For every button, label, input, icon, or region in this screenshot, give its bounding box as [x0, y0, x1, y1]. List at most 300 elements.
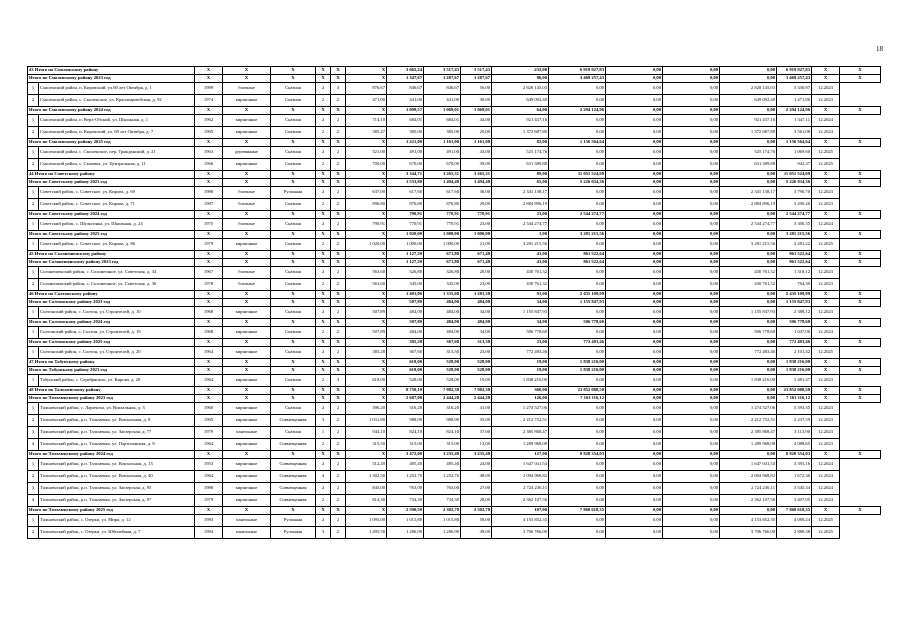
table-cell: 430 761,32: [720, 267, 777, 279]
table-cell: Совмещенная: [271, 471, 316, 483]
table-cell: 0,00: [549, 83, 606, 95]
table-cell: 0,00: [606, 495, 663, 507]
table-cell: 1 031,80: [346, 415, 387, 427]
table-cell: 0,00: [549, 415, 606, 427]
table-cell: X: [840, 387, 881, 395]
table-cell: 46 Итого по Солтонскому району: [28, 291, 195, 299]
table-cell: 48,00: [461, 471, 492, 483]
table-cell: 1 015,80: [387, 515, 424, 527]
table-cell: 7 982,30: [461, 387, 492, 395]
table-cell: 367,60: [387, 347, 424, 359]
table-cell: 3 235,40: [424, 451, 461, 459]
table-cell: 1979: [195, 427, 223, 439]
table-cell: 0,00: [549, 239, 606, 251]
table-cell: 2 724 236,11: [492, 483, 549, 495]
table-cell: 4: [316, 471, 331, 483]
table-cell: 1987: [195, 199, 223, 211]
table-cell: 1: [28, 267, 39, 279]
table-cell: X: [812, 367, 840, 375]
table-cell: X: [223, 507, 271, 515]
table-cell: 12.2023: [812, 83, 840, 95]
table-cell: 7 982,30: [424, 387, 461, 395]
table-cell: 0,00: [549, 199, 606, 211]
table-cell: X: [195, 75, 223, 83]
table-cell: Смоленский район, с. Сычевка, ул. Центральная, д. 11: [39, 159, 195, 171]
table-cell: 1 281,30: [461, 291, 492, 299]
table-cell: X: [271, 179, 316, 187]
table-cell: 861 522,64: [777, 259, 812, 267]
table-cell: Скатная: [271, 115, 316, 127]
table-cell: 24,00: [461, 459, 492, 471]
table-cell: 2: [316, 279, 331, 291]
table-cell: X: [840, 291, 881, 299]
table-cell: 11 051 524,69: [777, 171, 812, 179]
table-cell: 385,28: [387, 339, 424, 347]
table-cell: 12.2023: [812, 95, 840, 107]
table-cell: Смоленский район, с. Смоленское, ул. Красноармейская, д. 92: [39, 95, 195, 107]
table-cell: 618,00: [346, 375, 387, 387]
table-cell: X: [331, 107, 346, 115]
table-cell: 1 161,00: [424, 139, 461, 147]
table-cell: 3 517,43: [424, 67, 461, 75]
table-cell: 1983: [195, 515, 223, 527]
table-cell: 0,00: [549, 459, 606, 471]
table-cell: X: [195, 171, 223, 179]
table-cell: 3 706 766,00: [492, 527, 549, 539]
table-cell: X: [271, 251, 316, 259]
table-cell: X: [316, 211, 331, 219]
table-cell: 1975: [195, 219, 223, 231]
table-row: [28, 127, 881, 139]
table-cell: 617,60: [424, 187, 461, 199]
table-cell: Итого по Советскому району 2023 год: [28, 179, 195, 187]
table-cell: 506 778,60: [492, 327, 549, 339]
table-cell: 1 286,90: [387, 527, 424, 539]
table-cell: 618,00: [387, 359, 424, 367]
table-cell: 0,00: [663, 231, 720, 239]
table-cell: 0,00: [606, 231, 663, 239]
table-cell: 563,60: [346, 279, 387, 291]
table-cell: 0,00: [663, 359, 720, 367]
table-cell: 44,00: [461, 115, 492, 127]
table-row: [28, 83, 881, 95]
table-cell: 23,00: [461, 347, 492, 359]
table-cell: 345,00: [424, 279, 461, 291]
table-cell: X: [271, 319, 316, 327]
table-cell: 12.2023: [812, 427, 840, 439]
table-cell: X: [840, 319, 881, 327]
table-cell: 0,00: [606, 307, 663, 319]
table-cell: 3 393,16: [777, 459, 812, 471]
table-cell: 0,00: [720, 251, 777, 259]
table-cell: 1 647 041,54: [492, 459, 549, 471]
table-cell: 0,00: [606, 403, 663, 415]
table-cell: X: [195, 179, 223, 187]
table-cell: 385,00: [387, 127, 424, 139]
table-cell: 506 778,60: [720, 327, 777, 339]
table-cell: 671,40: [461, 259, 492, 267]
table-cell: 2 544 274,77: [777, 211, 812, 219]
table-cell: 27,00: [461, 483, 492, 495]
table-cell: 1979: [195, 239, 223, 251]
table-cell: 41,00: [461, 403, 492, 415]
table-cell: 326,80: [387, 267, 424, 279]
table-cell: X: [316, 339, 331, 347]
table-cell: X: [223, 75, 271, 83]
table-cell: 0,00: [606, 199, 663, 211]
table-cell: 876,67: [346, 83, 387, 95]
table-cell: 2 212 752,51: [720, 415, 777, 427]
total-row: [28, 291, 881, 299]
table-cell: деревянные: [223, 147, 271, 159]
table-cell: 2: [331, 239, 346, 251]
table-cell: X: [223, 339, 271, 347]
table-cell: 1 161,00: [461, 139, 492, 147]
table-cell: 0,00: [606, 527, 663, 539]
table-cell: 0,00: [663, 67, 720, 75]
table-cell: 2 687,00: [387, 395, 424, 403]
table-cell: X: [812, 359, 840, 367]
table-cell: X: [812, 259, 840, 267]
table-cell: 2: [316, 159, 331, 171]
table-cell: Итого по Тальменскому району 2023 год: [28, 395, 195, 403]
table-cell: 0,00: [663, 339, 720, 347]
table-cell: X: [346, 139, 387, 147]
table-cell: 0,00: [663, 127, 720, 139]
table-cell: 0,00: [606, 367, 663, 375]
table-cell: 1964: [195, 347, 223, 359]
table-cell: 491,00: [387, 147, 424, 159]
table-cell: 2 237,59: [777, 415, 812, 427]
table-cell: 2: [316, 483, 331, 495]
table-cell: 484,00: [387, 327, 424, 339]
table-cell: 0,00: [549, 267, 606, 279]
table-cell: 0,00: [549, 495, 606, 507]
total-row: [28, 211, 881, 219]
table-cell: X: [223, 259, 271, 267]
table-cell: 430 761,32: [492, 267, 549, 279]
table-cell: X: [271, 231, 316, 239]
table-cell: 0,00: [663, 375, 720, 387]
table-cell: 1 015,80: [424, 515, 461, 527]
table-cell: 484,00: [461, 299, 492, 307]
repair-program-table: [27, 66, 881, 539]
table-cell: 1,00: [492, 231, 549, 239]
table-cell: X: [316, 179, 331, 187]
table-cell: 2: [28, 95, 39, 107]
table-cell: 2: [316, 439, 331, 451]
table-cell: кирпичные: [223, 459, 271, 471]
table-cell: 3 665,24: [387, 67, 424, 75]
table-cell: 0,00: [549, 187, 606, 199]
table-cell: X: [271, 387, 316, 395]
table-cell: 2: [316, 267, 331, 279]
table-cell: кирпичные: [223, 159, 271, 171]
table-cell: 1 838 216,00: [720, 375, 777, 387]
table-cell: Тальменский район, р.п. Тальменка, ул. Вокзальная, д. 8: [39, 415, 195, 427]
table-cell: 700,00: [346, 159, 387, 171]
table-cell: 861 522,64: [549, 251, 606, 259]
table-cell: 1962: [195, 115, 223, 127]
table-cell: 91,00: [492, 291, 549, 299]
table-cell: X: [223, 251, 271, 259]
table-cell: 0,00: [663, 471, 720, 483]
table-cell: 12.2024: [812, 483, 840, 495]
table-cell: X: [316, 251, 331, 259]
table-cell: 0,00: [720, 75, 777, 83]
table-cell: 2 094 968,82: [492, 471, 549, 483]
table-cell: 43 Итого по Смоленскому району: [28, 67, 195, 75]
table-cell: 12.2025: [812, 527, 840, 539]
table-cell: 2: [331, 471, 346, 483]
table-cell: X: [331, 139, 346, 147]
table-cell: X: [840, 139, 881, 147]
table-cell: Смоленский район, п. Кировский, ул. 60 лет Октября, д. 7: [39, 127, 195, 139]
table-cell: X: [271, 211, 316, 219]
table-cell: 3 481,47: [777, 375, 812, 387]
table-cell: X: [346, 367, 387, 375]
table-cell: Скатная: [271, 427, 316, 439]
table-cell: 1 287,67: [424, 75, 461, 83]
table-cell: 126,00: [492, 395, 549, 403]
table-cell: 2 444,20: [461, 395, 492, 403]
table-cell: 2 820 145,03: [492, 83, 549, 95]
table-cell: 7 163 116,12: [549, 395, 606, 403]
table-cell: 0,00: [549, 95, 606, 107]
table-cell: 770,91: [461, 211, 492, 219]
table-cell: 2: [316, 239, 331, 251]
table-cell: 2: [331, 439, 346, 451]
table-cell: 34,00: [492, 319, 549, 327]
table-cell: 1 000,00: [461, 231, 492, 239]
table-row: [28, 267, 881, 279]
table-cell: 1 838 216,00: [549, 359, 606, 367]
table-cell: 0,00: [549, 483, 606, 495]
table-cell: 2 544 274,77: [720, 219, 777, 231]
table-cell: 2 435 109,99: [549, 291, 606, 299]
table-cell: 1979: [195, 495, 223, 507]
table-cell: 1 318,12: [777, 267, 812, 279]
table-cell: X: [840, 451, 881, 459]
table-cell: 2: [331, 127, 346, 139]
table-cell: 631 389,88: [720, 159, 777, 171]
table-cell: 772 483,46: [777, 339, 812, 347]
table-cell: 0,00: [606, 211, 663, 219]
table-cell: 48 Итого по Тальменскому району: [28, 387, 195, 395]
table-cell: 2: [331, 495, 346, 507]
table-cell: 484,00: [424, 299, 461, 307]
table-cell: X: [840, 107, 881, 115]
table-cell: 1 000,00: [424, 231, 461, 239]
table-cell: 0,00: [663, 347, 720, 359]
table-cell: 107,00: [492, 507, 549, 515]
table-cell: Рулонная: [271, 187, 316, 199]
table-cell: Итого по Советскому району 2024 год: [28, 211, 195, 219]
table-cell: 764,30: [777, 279, 812, 291]
table-cell: X: [271, 451, 316, 459]
table-cell: 507,89: [346, 307, 387, 319]
table-cell: 0,00: [606, 415, 663, 427]
table-cell: X: [331, 451, 346, 459]
table-cell: 1 252,70: [424, 471, 461, 483]
table-cell: X: [271, 291, 316, 299]
table-cell: X: [316, 451, 331, 459]
table-cell: X: [812, 387, 840, 395]
table-cell: 11 051 524,69: [549, 171, 606, 179]
table-cell: кирпичные: [223, 115, 271, 127]
table-cell: X: [195, 231, 223, 239]
table-cell: Совмещенная: [271, 439, 316, 451]
table-cell: X: [195, 291, 223, 299]
table-cell: 0,00: [549, 327, 606, 339]
table-cell: 0,00: [720, 231, 777, 239]
table-cell: X: [195, 395, 223, 403]
table-cell: блочные: [223, 199, 271, 211]
table-cell: 3 300,35: [777, 219, 812, 231]
table-cell: 507,89: [346, 327, 387, 339]
table-cell: X: [316, 75, 331, 83]
table-cell: X: [195, 451, 223, 459]
table-cell: 3 235,40: [461, 451, 492, 459]
table-cell: 763,00: [424, 483, 461, 495]
table-cell: 944,10: [346, 427, 387, 439]
table-cell: 64,00: [492, 107, 549, 115]
table-cell: 2: [316, 327, 331, 339]
table-row: [28, 279, 881, 291]
table-cell: Солтонский район, с. Солтон, ул. Строителей, д. 19: [39, 327, 195, 339]
table-cell: 0,00: [663, 199, 720, 211]
table-cell: X: [271, 299, 316, 307]
table-cell: X: [271, 507, 316, 515]
table-row: [28, 307, 881, 319]
table-cell: Итого по Солтонскому району 2024 год: [28, 319, 195, 327]
table-cell: 2 388,12: [777, 307, 812, 319]
table-row: [28, 219, 881, 231]
table-cell: 0,00: [663, 387, 720, 395]
table-cell: 896,80: [346, 199, 387, 211]
table-cell: X: [223, 359, 271, 367]
table-cell: X: [812, 395, 840, 403]
table-cell: 1 302,50: [346, 471, 387, 483]
table-cell: 1 401,06: [387, 291, 424, 299]
table-cell: Скатная: [271, 327, 316, 339]
table-cell: 1 127,20: [387, 251, 424, 259]
table-cell: Итого по Тальменскому району 2025 год: [28, 507, 195, 515]
table-cell: 12.2025: [812, 515, 840, 527]
table-cell: 1 372 687,80: [492, 127, 549, 139]
table-row: [28, 515, 881, 527]
table-cell: X: [195, 67, 223, 75]
table-cell: 528,00: [387, 375, 424, 387]
table-cell: 5 226 034,36: [549, 179, 606, 187]
table-cell: 1968: [195, 307, 223, 319]
table-cell: 385,00: [424, 127, 461, 139]
table-cell: 12.2024: [812, 115, 840, 127]
table-cell: блочные: [223, 279, 271, 291]
table-cell: 512,20: [346, 459, 387, 471]
table-cell: 0,00: [606, 171, 663, 179]
table-cell: блочные: [223, 267, 271, 279]
table-cell: X: [271, 107, 316, 115]
table-cell: 1 095,00: [346, 515, 387, 527]
table-cell: 0,00: [606, 67, 663, 75]
table-cell: кирпичные: [223, 471, 271, 483]
table-cell: 2: [316, 115, 331, 127]
table-cell: 484,00: [424, 307, 461, 319]
table-cell: 12.2023: [812, 199, 840, 211]
table-cell: 1 289 968,08: [492, 439, 549, 451]
table-cell: Итого по Солтонскому району 2023 год: [28, 299, 195, 307]
table-cell: 47 Итого по Табунскому району: [28, 359, 195, 367]
table-row: [28, 327, 881, 339]
table-cell: X: [346, 319, 387, 327]
table-cell: 1980: [195, 187, 223, 199]
table-cell: 23 852 088,50: [777, 387, 812, 395]
table-cell: X: [840, 211, 881, 219]
table-cell: X: [812, 299, 840, 307]
table-cell: X: [195, 211, 223, 219]
table-cell: 34,00: [461, 307, 492, 319]
table-cell: 3 706 766,00: [720, 527, 777, 539]
table-cell: 2: [28, 471, 39, 483]
table-cell: 2: [316, 147, 331, 159]
table-cell: 396,20: [346, 403, 387, 415]
table-cell: 988,90: [424, 415, 461, 427]
table-cell: 471,00: [346, 95, 387, 107]
table-cell: Тальменский район, р.п. Тальменка, ул. Вокзальная, д. 13: [39, 459, 195, 471]
table-cell: X: [346, 67, 387, 75]
table-cell: Тальменский район, р.п. Тальменка, ул. Партизанская, д. 8: [39, 439, 195, 451]
total-row: [28, 251, 881, 259]
total-row: [28, 339, 881, 347]
table-cell: 0,00: [663, 415, 720, 427]
table-cell: Смоленский район, с. Смоленское, пер. Гражданский, д. 21: [39, 147, 195, 159]
table-cell: 12.2025: [812, 347, 840, 359]
table-cell: 2: [331, 427, 346, 439]
table-cell: 44 Итого по Советскому району: [28, 171, 195, 179]
table-cell: 8 828 354,03: [549, 451, 606, 459]
table-cell: 1 000,00: [387, 239, 424, 251]
table-cell: 2 362 107,56: [720, 495, 777, 507]
table-cell: 0,00: [663, 451, 720, 459]
table-cell: 0,00: [720, 67, 777, 75]
table-cell: 563,60: [346, 267, 387, 279]
table-cell: 1963: [195, 147, 223, 159]
table-cell: Итого по Солтонскому району 2025 год: [28, 339, 195, 347]
table-cell: 772 483,46: [492, 347, 549, 359]
table-cell: X: [346, 451, 387, 459]
table-cell: X: [316, 67, 331, 75]
table-cell: 385,28: [346, 347, 387, 359]
table-cell: Советский район, с. Советское, ул. Кирова, д. 69: [39, 187, 195, 199]
table-cell: 12.2025: [812, 239, 840, 251]
table-cell: X: [331, 291, 346, 299]
table-cell: 0,00: [606, 451, 663, 459]
table-cell: 0,00: [663, 179, 720, 187]
table-cell: 1: [28, 327, 39, 339]
table-cell: 0,00: [606, 327, 663, 339]
table-cell: кирпичные: [223, 375, 271, 387]
table-cell: X: [331, 339, 346, 347]
table-cell: 671,80: [424, 251, 461, 259]
table-cell: 525 174,76: [720, 147, 777, 159]
table-cell: кирпичные: [223, 95, 271, 107]
table-cell: 385,47: [346, 127, 387, 139]
table-cell: X: [840, 251, 881, 259]
table-cell: X: [812, 451, 840, 459]
table-cell: 23,00: [492, 339, 549, 347]
table-cell: 0,00: [606, 107, 663, 115]
